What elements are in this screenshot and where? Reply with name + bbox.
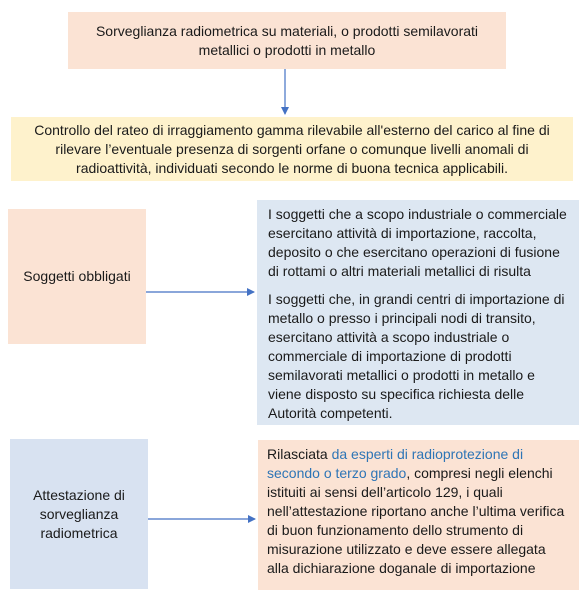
control-box-text: Controllo del rateo di irraggiamento gamma rilevabile all'esterno del carico al fine di rilevare l’eventuale presenza di sorgenti orfane o comunque livelli anomali di radioattività, individuati secondo le norme di buona tecnica applicabili. <box>34 121 550 176</box>
attestation-text-before: Rilasciata <box>267 446 332 462</box>
attestation-text-after: , compresi negli elenchi istituiti ai sensi dell’articolo 129, i quali nell’attestazione riportano anche l’ultima verifica di buon funzionamento dello strumento di misurazione utilizzato e deve essere allegata alla dichiarazione doganale di importazione <box>267 465 565 576</box>
attestation-label: Attestazione di sorveglianza radiometrica <box>33 486 125 541</box>
obligated-paragraph-2: I soggetti che, in grandi centri di importazione di metallo o presso i principali nodi di transito, esercitano attività a scopo industriale o commerciale di importazione di prodotti semilavorati metallici o prodotti in metallo e viene disposto su specifica richiesta delle Autorità competenti. <box>268 291 565 421</box>
obligated-paragraph-1: I soggetti che a scopo industriale o commerciale esercitano attività di importazione, raccolta, deposito o che esercitano operazioni di fusione di rottami o altri materiali metallici di risulta <box>268 206 567 279</box>
attestation-expert-link-text: da esperti di radioprotezione di secondo o terzo grado <box>267 446 524 481</box>
top-box-text: Sorveglianza radiometrica su materiali, o prodotti semilavorati metallici o prodotti in metallo <box>95 22 479 58</box>
obligated-label: Soggetti obbligati <box>23 268 131 284</box>
